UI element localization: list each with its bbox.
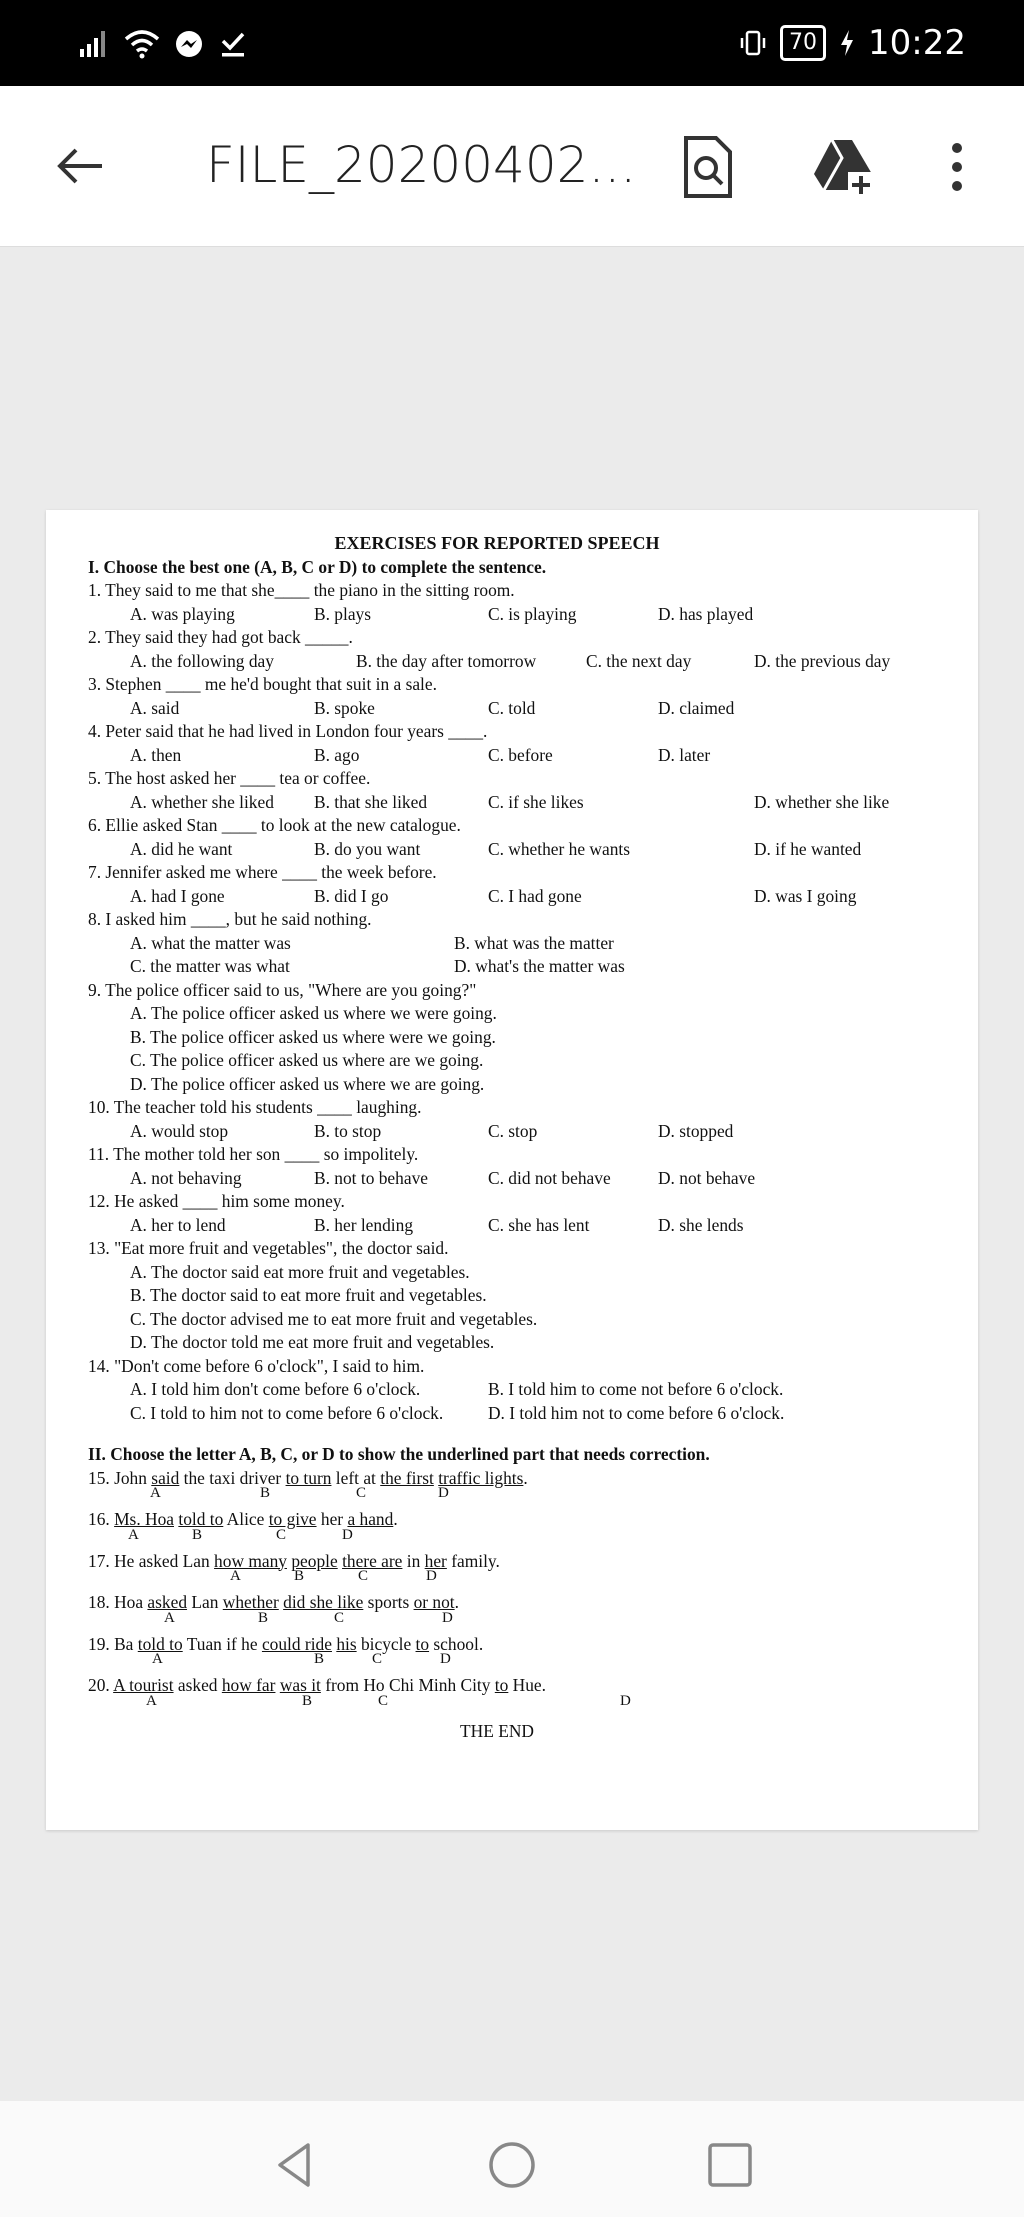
question-8: 8. I asked him ____, but he said nothing. A. what the matter was B. what was the matter C. the matter was what D. what's the matter was xyxy=(88,908,948,979)
wifi-icon xyxy=(124,29,160,59)
option: D. The police officer asked us where we are going. xyxy=(130,1073,485,1094)
question-18: 18. Hoa asked Lan whether did she like sports or not. A B C D xyxy=(88,1592,459,1626)
label-c: C xyxy=(334,1609,345,1626)
underlined-part-a: Ms. Hoa xyxy=(114,1509,174,1529)
question-17: 17. He asked Lan how many people there are in her family. A B C D xyxy=(88,1550,500,1584)
question-3: 3. Stephen ____ me he'd bought that suit in a sale. A. said B. spoke C. told D. claimed xyxy=(88,673,948,720)
option: D. what's the matter was xyxy=(454,956,625,976)
messenger-icon xyxy=(174,29,204,59)
option: C. is playing xyxy=(488,603,577,624)
option: B. do you want xyxy=(314,838,421,859)
underlined-part-a: A tourist xyxy=(113,1675,174,1695)
option: A. said xyxy=(130,697,180,718)
underlined-part-d: her xyxy=(424,1550,447,1571)
question-14: 14. "Don't come before 6 o'clock", I said to him. A. I told him don't come before 6 o'clock. B. I told him to come not before 6 o'clock. C. I told to him not to come before 6 o'clock. D. I told him not to come before 6 o'clock. xyxy=(88,1355,948,1426)
option: B. ago xyxy=(314,744,360,765)
question-16: 16. Ms. Hoa told to Alice to give her a hand. A B C D xyxy=(88,1509,398,1543)
option: D. whether she like xyxy=(754,791,890,812)
label-b: B xyxy=(258,1609,269,1626)
label-c: C xyxy=(372,1651,383,1667)
underlined-part-d: to xyxy=(415,1633,430,1654)
option: D. was I going xyxy=(754,885,857,906)
find-in-page-icon[interactable] xyxy=(672,132,742,202)
underlined-part-a: said xyxy=(151,1467,180,1488)
underlined-part-d: or not xyxy=(413,1592,455,1612)
underlined-part-c: to give xyxy=(268,1509,317,1529)
option: D. not behave xyxy=(658,1167,756,1188)
underlined-part-b: could ride xyxy=(261,1633,332,1654)
section-1-instruction: I. Choose the best one (A, B, C or D) to complete the sentence. xyxy=(88,556,547,577)
option: B. The doctor said to eat more fruit and vegetables. xyxy=(130,1285,487,1305)
question-9: 9. The police officer said to us, "Where are you going?" A. The police officer asked us where we were going. B. The police officer asked us where were we going. C. The police officer asked us where are we going. D. The police officer asked us where we are going. xyxy=(88,979,948,1097)
option: D. I told him not to come before 6 o'clock. xyxy=(488,1402,785,1423)
option: B. her lending xyxy=(314,1214,414,1235)
option: D. stopped xyxy=(658,1120,734,1141)
document-page[interactable] xyxy=(46,510,978,1830)
question-5: 5. The host asked her ____ tea or coffee. A. whether she liked B. that she liked C. if she likes D. whether she like xyxy=(88,767,948,814)
option: B. spoke xyxy=(314,697,375,718)
label-b: B xyxy=(314,1651,325,1667)
label-c: C xyxy=(358,1568,369,1584)
clock: 10:22 xyxy=(868,23,966,63)
worksheet-title: EXERCISES FOR REPORTED SPEECH xyxy=(334,533,660,553)
option: C. before xyxy=(488,744,553,765)
option: A. had I gone xyxy=(130,885,225,906)
question-6: 6. Ellie asked Stan ____ to look at the new catalogue. A. did he want B. do you want C. whether he wants D. if he wanted xyxy=(88,814,948,861)
option: C. The police officer asked us where are we going. xyxy=(130,1050,484,1070)
underlined-part-b: how far xyxy=(221,1675,276,1695)
option: C. if she likes xyxy=(488,791,584,812)
app-bar xyxy=(0,86,1024,247)
option: B. the day after tomorrow xyxy=(356,650,537,671)
option: D. if he wanted xyxy=(754,838,862,859)
status-bar xyxy=(0,0,1024,86)
option: A. I told him don't come before 6 o'clock. xyxy=(130,1379,421,1399)
navigation-bar xyxy=(0,2101,1024,2217)
option: A. what the matter was xyxy=(130,932,291,953)
label-a: A xyxy=(164,1609,175,1626)
underlined-part-c: did she like xyxy=(283,1592,364,1612)
section-2-instruction: II. Choose the letter A, B, C, or D to show the underlined part that needs correction. xyxy=(88,1444,710,1464)
add-to-drive-icon[interactable] xyxy=(808,132,878,202)
question-15: 15. John said the taxi driver to turn left at the first traffic lights. A B C D xyxy=(88,1467,528,1501)
label-a: A xyxy=(152,1651,163,1667)
option: B. I told him to come not before 6 o'clock. xyxy=(488,1379,784,1399)
underlined-part-d: to xyxy=(494,1675,509,1695)
label-c: C xyxy=(356,1485,367,1501)
option: D. The doctor told me eat more fruit and vegetables. xyxy=(130,1332,495,1352)
option: B. what was the matter xyxy=(454,932,614,953)
label-d: D xyxy=(440,1651,451,1667)
option: C. I had gone xyxy=(488,885,582,906)
underlined-part-a: asked xyxy=(147,1592,188,1612)
option: D. claimed xyxy=(658,697,735,718)
label-c: C xyxy=(276,1526,287,1543)
underlined-part-a: told to xyxy=(137,1633,183,1654)
option: A. did he want xyxy=(130,838,233,859)
option: D. later xyxy=(658,744,711,765)
underlined-part-c: the first xyxy=(380,1467,434,1488)
underlined-part-b: whether xyxy=(222,1592,279,1612)
underlined-part-a: how many xyxy=(214,1550,287,1571)
label-d: D xyxy=(426,1568,437,1584)
label-b: B xyxy=(294,1568,305,1584)
option: C. stop xyxy=(488,1120,538,1141)
underlined-part-d: traffic lights xyxy=(438,1467,524,1488)
label-b: B xyxy=(260,1485,271,1501)
option: A. The doctor said eat more fruit and vegetables. xyxy=(130,1261,470,1282)
question-2: 2. They said they had got back _____. A. the following day B. the day after tomorrow C. the next day D. the previous day xyxy=(88,626,948,673)
option: D. she lends xyxy=(658,1214,744,1235)
label-a: A xyxy=(230,1568,241,1584)
option: C. told xyxy=(488,697,536,718)
option: A. not behaving xyxy=(130,1167,242,1188)
question-19: 19. Ba told to Tuan if he could ride his bicycle to school. A B C D xyxy=(88,1633,484,1667)
underlined-part-c: was it xyxy=(279,1675,321,1695)
option: D. has played xyxy=(658,603,754,624)
nav-recents-icon[interactable] xyxy=(702,2137,758,2193)
option: C. did not behave xyxy=(488,1167,611,1188)
option: B. to stop xyxy=(314,1120,382,1141)
option: B. that she liked xyxy=(314,791,428,812)
option: C. I told to him not to come before 6 o'clock. xyxy=(130,1402,444,1423)
underlined-part-b: told to xyxy=(178,1509,224,1529)
worksheet xyxy=(88,532,948,1743)
question-11: 11. The mother told her son ____ so impolitely. A. not behaving B. not to behave C. did not behave D. not behave xyxy=(88,1143,948,1190)
option: A. was playing xyxy=(130,603,235,624)
option: A. her to lend xyxy=(130,1214,226,1235)
question-20: 20. A tourist asked how far was it from Ho Chi Minh City to Hue. A B C D xyxy=(88,1675,631,1709)
underlined-part-d: a hand xyxy=(347,1509,394,1529)
underlined-part-c: there are xyxy=(342,1550,403,1571)
option: C. the next day xyxy=(586,650,692,671)
label-d: D xyxy=(438,1485,449,1501)
option: A. whether she liked xyxy=(130,791,274,812)
more-options-icon[interactable] xyxy=(922,132,992,202)
charging-icon xyxy=(838,28,856,58)
signal-icon xyxy=(80,31,110,57)
label-b: B xyxy=(192,1526,203,1543)
option: A. then xyxy=(130,744,182,765)
question-12: 12. He asked ____ him some money. A. her to lend B. her lending C. she has lent D. she lends xyxy=(88,1190,948,1237)
label-d: D xyxy=(620,1692,631,1709)
question-10: 10. The teacher told his students ____ laughing. A. would stop B. to stop C. stop D. stopped xyxy=(88,1096,948,1143)
option: C. the matter was what xyxy=(130,956,290,976)
label-c: C xyxy=(378,1692,389,1709)
question-4: 4. Peter said that he had lived in London four years ____. A. then B. ago C. before D. later xyxy=(88,720,948,767)
nav-home-icon[interactable] xyxy=(484,2137,540,2193)
label-b: B xyxy=(302,1692,313,1709)
underlined-part-c: his xyxy=(336,1633,357,1654)
nav-back-icon[interactable] xyxy=(268,2137,324,2193)
label-a: A xyxy=(146,1692,157,1709)
file-title: FILE_20200402... xyxy=(206,136,637,194)
option: B. did I go xyxy=(314,885,389,906)
option: D. the previous day xyxy=(754,650,891,671)
download-done-icon xyxy=(218,29,248,59)
option: B. not to behave xyxy=(314,1167,428,1188)
option: C. whether he wants xyxy=(488,838,630,859)
label-d: D xyxy=(442,1609,453,1626)
back-arrow-icon[interactable] xyxy=(48,134,112,198)
question-1: 1. They said to me that she____ the piano in the sitting room. A. was playing B. plays C. is playing D. has played xyxy=(88,579,948,626)
option: B. plays xyxy=(314,603,372,624)
battery-level: 70 xyxy=(780,25,826,61)
option: A. The police officer asked us where we were going. xyxy=(130,1003,497,1023)
option: A. the following day xyxy=(130,650,274,671)
question-7: 7. Jennifer asked me where ____ the week before. A. had I gone B. did I go C. I had gone D. was I going xyxy=(88,861,948,908)
option: C. The doctor advised me to eat more fruit and vegetables. xyxy=(130,1308,538,1329)
underlined-part-b: to turn xyxy=(285,1467,332,1488)
option: B. The police officer asked us where were we going. xyxy=(130,1026,496,1047)
option: C. she has lent xyxy=(488,1214,590,1235)
label-d: D xyxy=(342,1526,353,1543)
label-a: A xyxy=(128,1526,139,1543)
vibrate-icon xyxy=(738,28,768,58)
question-13: 13. "Eat more fruit and vegetables", the doctor said. A. The doctor said eat more fruit and vegetables. B. The doctor said to eat more fruit and vegetables. C. The doctor advised me to eat more fruit and vegetables. D. The doctor told me eat more fruit and vegetables. xyxy=(88,1237,948,1355)
label-a: A xyxy=(150,1485,161,1501)
end-text: THE END xyxy=(460,1720,534,1741)
option: A. would stop xyxy=(130,1120,229,1141)
underlined-part-b: people xyxy=(291,1550,338,1571)
